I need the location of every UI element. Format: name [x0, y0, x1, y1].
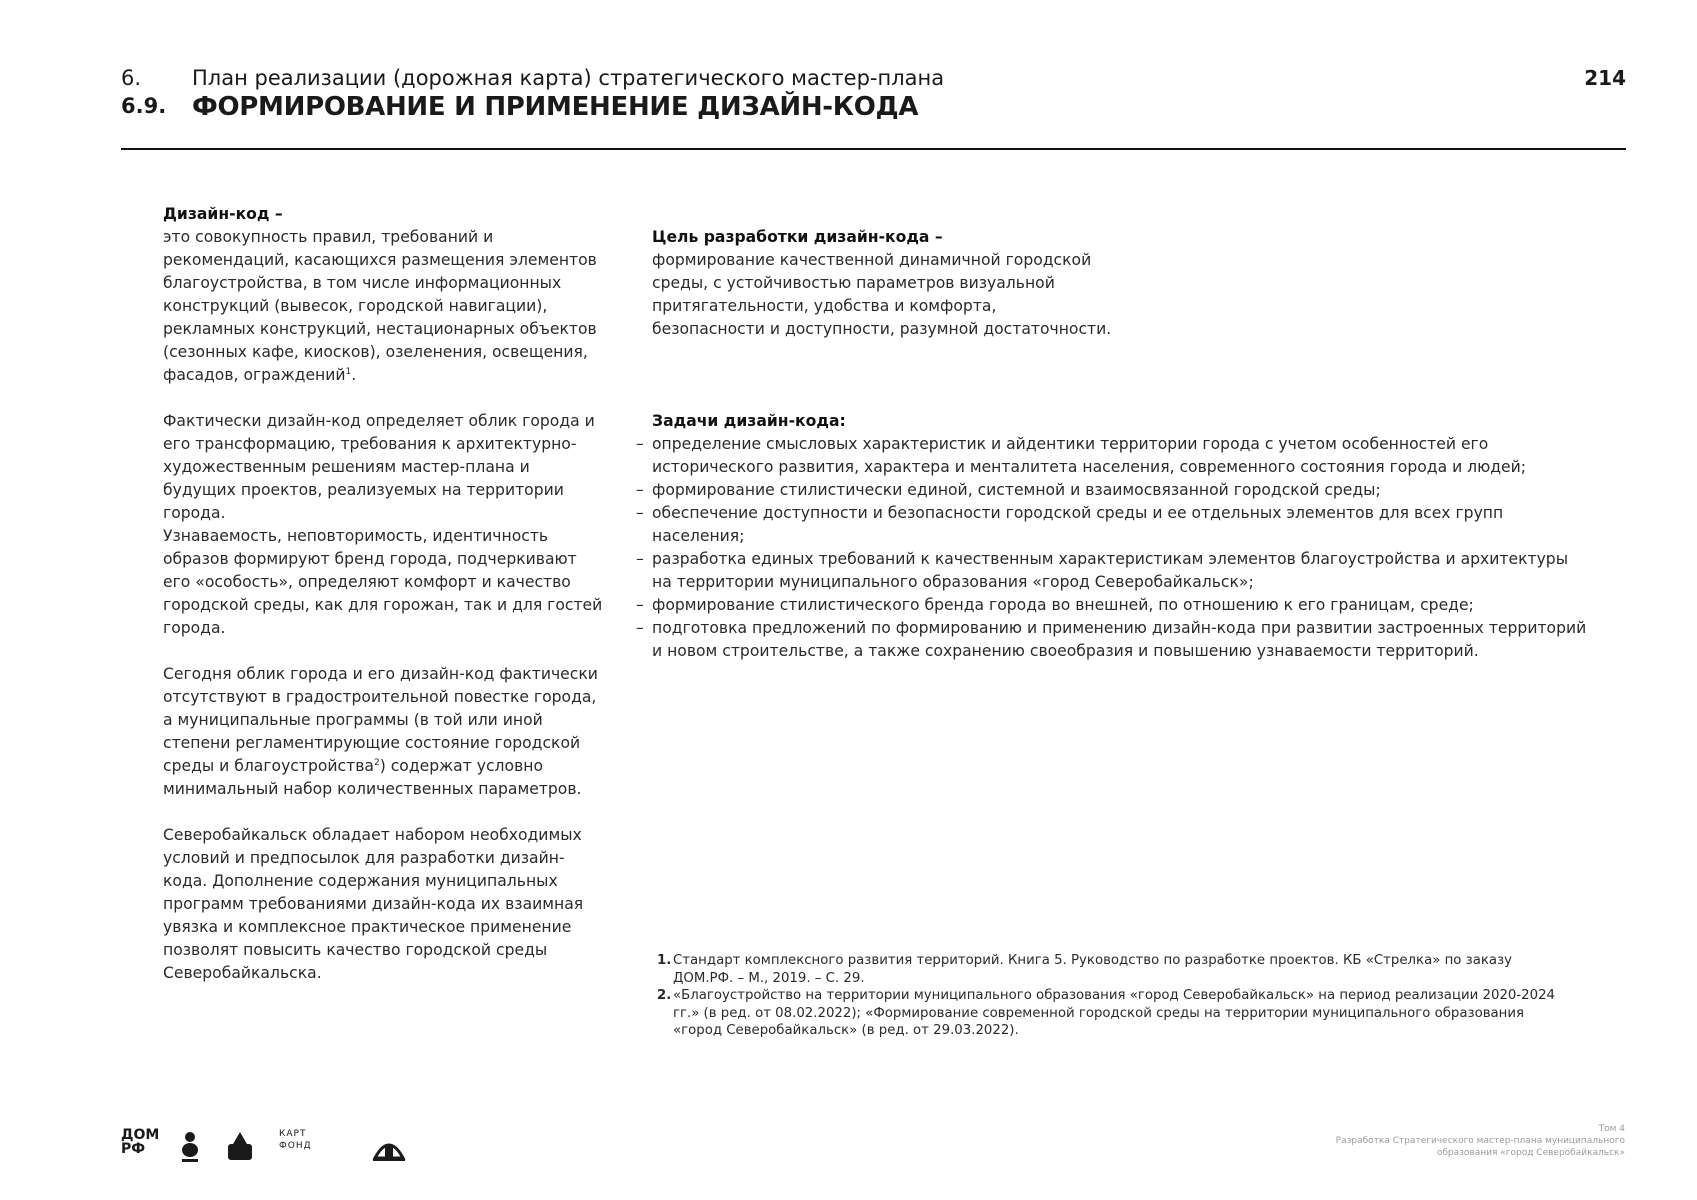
footnote-text: Стандарт комплексного развития территорий. Книга 5. Руководство по разработке проектов. КБ «Стрелка» по заказу ДОМ.РФ. – М., 2019. – С. 29.: [673, 953, 1512, 986]
goal-block: [652, 226, 1112, 341]
chapter-title: План реализации (дорожная карта) стратегического мастер-плана: [192, 66, 945, 90]
drop-emblem-icon: [179, 1128, 201, 1164]
footnote-number: 2.: [657, 988, 672, 1003]
mountain-emblem-icon: [225, 1128, 255, 1164]
header-divider: [121, 148, 1626, 150]
list-item: – обеспечение доступности и безопасности городской среды и ее отдельных элементов для всех групп населения;: [652, 502, 1592, 548]
footnote-ref-1[interactable]: 1: [345, 366, 352, 377]
footnotes: [657, 952, 1557, 1040]
footnote-1: [657, 952, 1557, 987]
footnote-text: «Благоустройство на территории муниципального образования «город Северобайкальск» на период реализации 2020-2024 гг.» (в ред. от 08.02.2022); «Формирование современной городской среды на территории муниципального образования «город Северобайкальск» (в ред. от 29.03.2022).: [673, 988, 1555, 1038]
list-item: – определение смысловых характеристик и айдентики территории города с учетом особенностей его исторического развития, характера и менталитета населения, современного состояния города и людей;: [652, 433, 1592, 479]
page-number: 214: [1584, 66, 1626, 90]
city-crest-icon: [371, 1128, 407, 1164]
paragraph-current-state-end: ) содержат условно минимальный набор количественных параметров.: [163, 757, 582, 798]
paragraph-appearance: Фактически дизайн-код определяет облик города и его трансформацию, требования к архитектурно-художественным решениям мастер-плана и будущих проектов, реализуемых на территории города.: [163, 412, 595, 522]
list-item: – подготовка предложений по формированию и применению дизайн-кода при развитии застроенных территорий и новом строительстве, а также сохранению своеобразия и повышению узнаваемости территорий.: [652, 617, 1592, 663]
kart-fund-logo: КАРТ ФОНД: [279, 1129, 312, 1151]
chapter-number: 6.: [121, 66, 142, 90]
section-title: ФОРМИРОВАНИЕ И ПРИМЕНЕНИЕ ДИЗАЙН-КОДА: [192, 92, 919, 122]
footnote-number: 1.: [657, 953, 672, 968]
list-item: – разработка единых требований к качественным характеристикам элементов благоустройства и архитектуры на территории муниципального образования «город Северобайкальск»;: [652, 548, 1592, 594]
paragraph-conclusion: Северобайкальск обладает набором необходимых условий и предпосылок для разработки дизайн-кода. Дополнение содержания муниципальных программ требованиями дизайн-кода их взаимная увязка и комплексное практическое применение позволят повысить качество городской среды Северобайкальска.: [163, 826, 584, 982]
credit-line: Том 4: [1598, 1124, 1625, 1134]
footer-credit: [1205, 1123, 1625, 1159]
definition-paragraph: [163, 226, 603, 387]
definition-end: .: [351, 366, 357, 384]
tasks-block: [652, 410, 1592, 663]
list-item: – формирование стилистически единой, системной и взаимосвязанной городской среды;: [652, 479, 1592, 502]
definition-text: это совокупность правил, требований и рекомендаций, касающихся размещения элементов благоустройства, в том числе информационных конструкций (вывесок, городской навигации), рекламных конструкций, нестационарных объектов (сезонных кафе, киосков), озеленения, освещения, фасадов, ограждений: [163, 228, 597, 384]
footnote-ref-2[interactable]: 2: [373, 757, 380, 768]
tasks-list: [652, 433, 1592, 663]
goal-heading: Цель разработки дизайн-кода –: [652, 228, 943, 246]
partner-logos: [121, 1128, 421, 1164]
tasks-heading: Задачи дизайн-кода:: [652, 412, 846, 430]
definition-term: Дизайн-код –: [163, 205, 283, 223]
left-column: [163, 203, 603, 985]
credit-line: Разработка Стратегического мастер-плана муниципального: [1335, 1136, 1625, 1146]
paragraph-brand: Узнаваемость, неповторимость, идентичность образов формируют бренд города, подчеркивают его «особость», определяют комфорт и качество городской среды, как для горожан, так и для гостей города.: [163, 527, 603, 637]
credit-line: образования «город Северобайкальск»: [1436, 1148, 1625, 1158]
goal-text: формирование качественной динамичной городской среды, с устойчивостью параметров визуальной притягательности, удобства и комфорта, безопасности и доступности, разумной достаточности.: [652, 251, 1112, 338]
section-number: 6.9.: [121, 94, 167, 118]
paragraph-current-state-start: Сегодня облик города и его дизайн-код фактически отсутствуют в градостроительной повестке города, а муниципальные программы (в той или иной степени регламентирующие состояние городской среды и благоустройства: [163, 665, 598, 775]
footnote-2: [657, 987, 1557, 1040]
dom-rf-logo: ДОМ РФ: [121, 1127, 160, 1157]
list-item: – формирование стилистического бренда города во внешней, по отношению к его границам, среде;: [652, 594, 1592, 617]
paragraph-current-state: [163, 663, 603, 801]
